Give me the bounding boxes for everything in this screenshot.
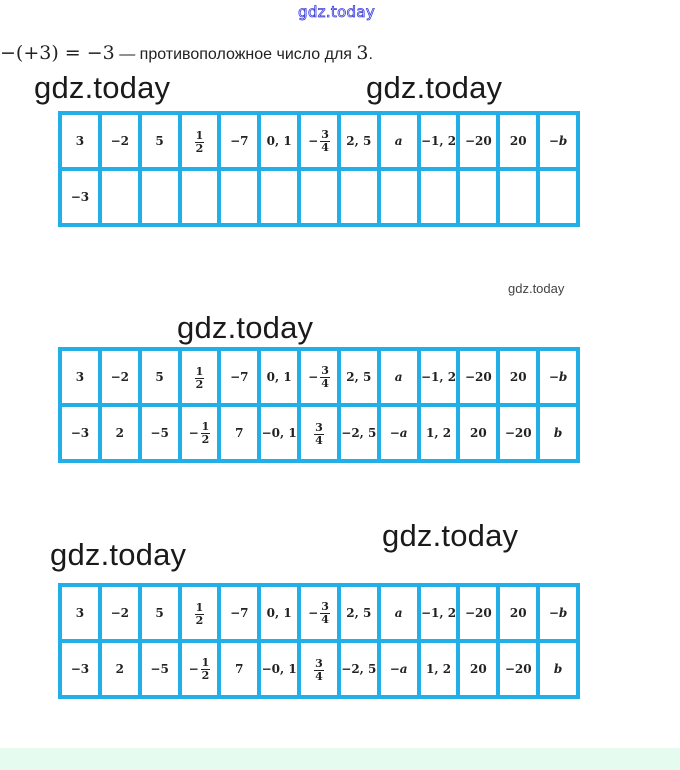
fraction-numerator: 3	[315, 656, 323, 670]
table-cell	[180, 113, 220, 169]
table-cell: −7	[219, 585, 259, 641]
table-cell: −a	[379, 641, 419, 697]
fraction	[308, 601, 330, 625]
table-cell: 2, 5	[339, 585, 379, 641]
table-cell	[100, 169, 140, 225]
table-cell: −5	[140, 641, 180, 697]
table-3-row-1	[60, 585, 578, 641]
fraction-numerator: 3	[321, 599, 329, 613]
table-cell	[180, 405, 220, 461]
table-cell: −1, 2	[419, 349, 459, 405]
table-cell: 7	[219, 405, 259, 461]
table-cell: −b	[538, 585, 578, 641]
fraction-denominator: 2	[201, 668, 210, 682]
table-cell: 20	[498, 349, 538, 405]
table-cell: 2	[100, 405, 140, 461]
fraction-numerator: 1	[195, 600, 204, 614]
table-cell: −2, 5	[339, 641, 379, 697]
fraction-sign: −	[308, 370, 319, 384]
table-1-row-1	[60, 113, 578, 169]
table-cell	[180, 641, 220, 697]
fraction-denominator: 4	[321, 612, 329, 626]
table-cell	[419, 169, 459, 225]
fraction	[195, 130, 205, 154]
table-cell	[538, 169, 578, 225]
fraction	[189, 421, 211, 445]
table-cell: a	[379, 113, 419, 169]
fraction-denominator: 4	[315, 433, 323, 447]
watermark-small: gdz.today	[508, 281, 565, 296]
table-1	[58, 111, 580, 227]
table-cell: −1, 2	[419, 585, 459, 641]
watermark-2: gdz.today	[366, 70, 503, 105]
table-cell: 5	[140, 585, 180, 641]
table-cell: 0, 1	[259, 585, 299, 641]
formula-period: .	[368, 46, 373, 63]
fraction	[189, 657, 211, 681]
fraction-numerator: 3	[315, 420, 323, 434]
fraction	[314, 658, 324, 682]
formula-math: −(+3) = −3	[0, 42, 115, 64]
table-cell: 3	[60, 585, 100, 641]
table-cell	[458, 169, 498, 225]
fraction	[314, 422, 324, 446]
fraction-denominator: 4	[315, 669, 323, 683]
table-cell: −20	[458, 585, 498, 641]
table-cell: 1, 2	[419, 405, 459, 461]
fraction-numerator: 3	[321, 127, 329, 141]
table-cell: 20	[498, 585, 538, 641]
fraction-sign: −	[188, 426, 199, 440]
fraction	[308, 365, 330, 389]
table-cell: −1, 2	[419, 113, 459, 169]
table-cell: a	[379, 349, 419, 405]
table-2-row-2	[60, 405, 578, 461]
fraction-denominator: 4	[321, 376, 329, 390]
formula-math-end: 3	[356, 42, 369, 64]
table-cell	[379, 169, 419, 225]
fraction-denominator: 2	[195, 141, 204, 155]
fraction-denominator: 4	[321, 140, 329, 154]
table-cell: −3	[60, 405, 100, 461]
table-cell: 0, 1	[259, 113, 299, 169]
table-cell	[180, 169, 220, 225]
table-cell: 5	[140, 349, 180, 405]
table-cell: 2, 5	[339, 113, 379, 169]
fraction	[308, 129, 330, 153]
table-cell: −20	[458, 113, 498, 169]
table-cell: 20	[498, 113, 538, 169]
fraction-numerator: 1	[195, 128, 204, 142]
table-cell: 2	[100, 641, 140, 697]
table-cell: −a	[379, 405, 419, 461]
table-cell: −20	[498, 405, 538, 461]
table-cell	[219, 169, 259, 225]
fraction-sign: −	[308, 606, 319, 620]
table-1-row-2	[60, 169, 578, 225]
fraction-sign: −	[188, 662, 199, 676]
table-cell: b	[538, 405, 578, 461]
watermark-5: gdz.today	[50, 537, 187, 572]
table-cell: 2, 5	[339, 349, 379, 405]
table-cell	[180, 585, 220, 641]
fraction-numerator: 1	[201, 419, 210, 433]
table-cell: −5	[140, 405, 180, 461]
table-3	[58, 583, 580, 699]
table-cell: 3	[60, 113, 100, 169]
table-cell	[498, 169, 538, 225]
fraction-numerator: 1	[195, 364, 204, 378]
table-cell	[339, 169, 379, 225]
table-cell: 1, 2	[419, 641, 459, 697]
fraction-denominator: 2	[201, 432, 210, 446]
top-watermark: gdz.today	[298, 3, 376, 21]
table-cell: −b	[538, 113, 578, 169]
table-cell: −20	[458, 349, 498, 405]
table-3-row-2	[60, 641, 578, 697]
table-cell	[259, 169, 299, 225]
table-cell: 7	[219, 641, 259, 697]
table-cell: −0, 1	[259, 405, 299, 461]
watermark-1: gdz.today	[34, 70, 171, 105]
table-cell	[299, 405, 339, 461]
table-cell: −2	[100, 113, 140, 169]
table-cell: a	[379, 585, 419, 641]
fraction-denominator: 2	[195, 377, 204, 391]
fraction-sign: −	[308, 134, 319, 148]
table-cell: −3	[60, 641, 100, 697]
watermark-4: gdz.today	[382, 518, 519, 553]
formula-line	[0, 42, 373, 64]
table-cell	[140, 169, 180, 225]
table-cell	[299, 641, 339, 697]
table-cell: 5	[140, 113, 180, 169]
table-cell: −0, 1	[259, 641, 299, 697]
table-cell	[180, 349, 220, 405]
table-cell: −7	[219, 113, 259, 169]
table-cell: 0, 1	[259, 349, 299, 405]
table-cell: −7	[219, 349, 259, 405]
fraction-numerator: 3	[321, 363, 329, 377]
fraction-denominator: 2	[195, 613, 204, 627]
table-cell	[299, 113, 339, 169]
table-cell: b	[538, 641, 578, 697]
table-cell: −b	[538, 349, 578, 405]
watermark-3: gdz.today	[177, 310, 314, 345]
table-cell: −2	[100, 585, 140, 641]
table-cell: −2	[100, 349, 140, 405]
table-cell	[299, 349, 339, 405]
table-cell	[299, 585, 339, 641]
table-cell: −3	[60, 169, 100, 225]
table-cell	[299, 169, 339, 225]
table-cell: −2, 5	[339, 405, 379, 461]
fraction	[195, 366, 205, 390]
footer-band	[0, 748, 680, 770]
table-cell: 20	[458, 641, 498, 697]
table-cell: 20	[458, 405, 498, 461]
fraction-numerator: 1	[201, 655, 210, 669]
fraction	[195, 602, 205, 626]
formula-text: — противоположное число для	[114, 46, 357, 63]
table-2-row-1	[60, 349, 578, 405]
table-cell: 3	[60, 349, 100, 405]
table-2	[58, 347, 580, 463]
table-cell: −20	[498, 641, 538, 697]
